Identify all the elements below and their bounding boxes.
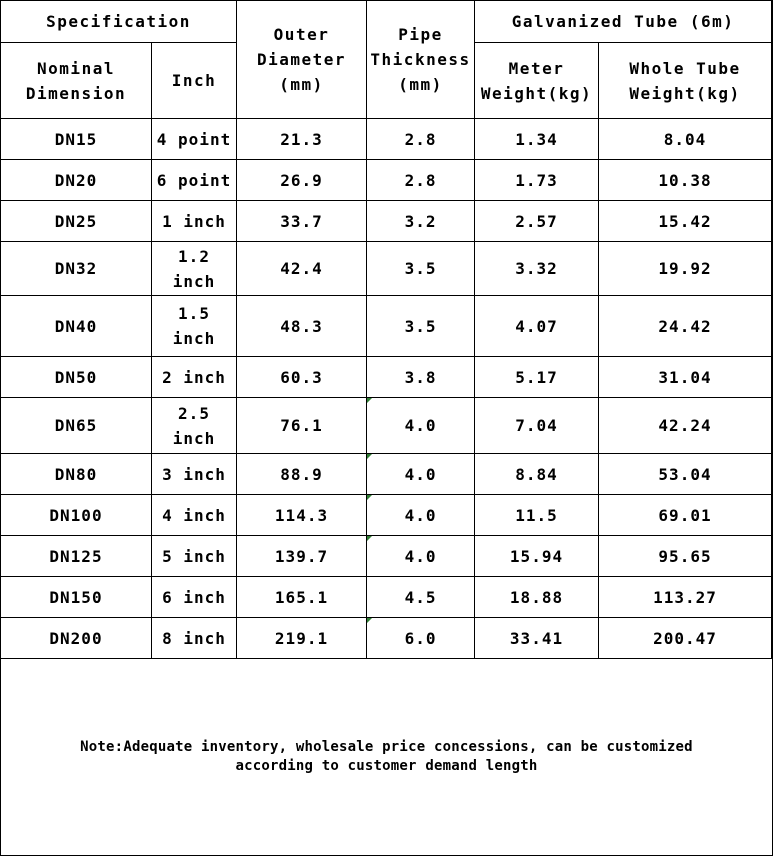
whole-tube-weight-value: 24.42 (658, 316, 712, 336)
table-row (1, 577, 772, 618)
meter-weight-value: 3.32 (515, 259, 558, 278)
nominal-dimension-value: DN200 (49, 628, 103, 648)
nominal-dimension-cell (1, 296, 152, 357)
outer-diameter-label-line2: Diameter (256, 50, 347, 69)
table-row (1, 357, 772, 398)
inch-cell (152, 357, 237, 398)
pipe-thickness-value: 4.0 (404, 416, 437, 435)
whole-tube-weight-value: 200.47 (653, 628, 717, 648)
meter-weight-cell (475, 454, 599, 495)
inch-cell (152, 495, 237, 536)
nominal-dimension-cell (1, 201, 152, 242)
meter-weight-cell (475, 618, 599, 659)
cell-corner-marker (367, 536, 372, 541)
table-row (1, 201, 772, 242)
outer-diameter-value: 165.1 (274, 587, 329, 607)
outer-diameter-cell (237, 618, 367, 659)
pipe-thickness-label-line1: Pipe (398, 25, 443, 44)
inch-cell (152, 242, 237, 296)
whole-tube-weight-value: 42.24 (658, 416, 712, 435)
outer-diameter-value: 21.3 (280, 129, 323, 149)
nominal-dimension-cell (1, 119, 152, 160)
outer-diameter-unit: (mm) (279, 75, 324, 94)
meter-weight-cell (475, 119, 599, 160)
outer-diameter-cell (237, 296, 367, 357)
pipe-thickness-value: 2.8 (404, 170, 437, 190)
table-row (1, 454, 772, 495)
meter-weight-value: 2.57 (515, 211, 558, 231)
outer-diameter-value: 33.7 (280, 211, 323, 231)
outer-diameter-value: 42.4 (280, 259, 323, 278)
meter-weight-value: 7.04 (515, 416, 558, 435)
whole-tube-weight-cell (599, 577, 772, 618)
pipe-thickness-header (367, 1, 475, 119)
nominal-dimension-value: DN15 (54, 129, 98, 149)
cell-corner-marker (367, 618, 372, 623)
outer-diameter-cell (237, 577, 367, 618)
inch-cell (152, 454, 237, 495)
note-line-1: Note:Adequate inventory, wholesale price concessions, can be customized (80, 739, 693, 755)
pipe-thickness-value: 3.2 (404, 211, 437, 231)
note-text (1, 738, 772, 776)
meter-weight-value: 33.41 (509, 628, 564, 648)
nominal-dimension-cell (1, 618, 152, 659)
nominal-dimension-value: DN65 (54, 416, 98, 435)
outer-diameter-header (237, 1, 367, 119)
whole-tube-weight-value: 19.92 (658, 259, 712, 278)
whole-tube-weight-cell (599, 618, 772, 659)
nominal-dimension-header (1, 43, 152, 119)
nominal-dimension-value: DN125 (49, 546, 103, 566)
cell-corner-marker (367, 398, 372, 403)
pipe-thickness-cell (367, 495, 475, 536)
pipe-thickness-value: 3.8 (404, 367, 437, 387)
whole-tube-weight-cell (599, 201, 772, 242)
whole-tube-weight-value: 31.04 (658, 367, 712, 387)
whole-tube-weight-cell (599, 398, 772, 454)
pipe-thickness-cell (367, 160, 475, 201)
table-row (1, 160, 772, 201)
inch-value: 1 inch (162, 211, 226, 231)
pipe-thickness-unit: (mm) (398, 75, 443, 94)
nominal-dimension-cell (1, 357, 152, 398)
outer-diameter-cell (237, 536, 367, 577)
specification-header (1, 1, 237, 43)
outer-diameter-cell (237, 454, 367, 495)
meter-weight-cell (475, 577, 599, 618)
outer-diameter-value: 76.1 (280, 416, 323, 435)
pipe-thickness-value: 4.0 (404, 505, 437, 525)
inch-value: inch (172, 329, 216, 348)
pipe-thickness-cell (367, 536, 475, 577)
inch-cell (152, 160, 237, 201)
pipe-thickness-value: 6.0 (404, 628, 437, 648)
inch-value: 3 inch (162, 464, 226, 484)
table-row (1, 495, 772, 536)
outer-diameter-value: 88.9 (280, 464, 323, 484)
nominal-dimension-cell (1, 160, 152, 201)
nominal-dimension-value: DN50 (54, 367, 98, 387)
pipe-thickness-value: 3.5 (404, 259, 437, 278)
table-row (1, 296, 772, 357)
pipe-thickness-cell (367, 357, 475, 398)
outer-diameter-value: 60.3 (280, 367, 323, 387)
inch-value: 6 point (156, 170, 232, 190)
pipe-thickness-value: 3.5 (404, 316, 437, 336)
table-row (1, 536, 772, 577)
pipe-thickness-value: 4.5 (404, 587, 437, 607)
meter-weight-value: 8.84 (515, 464, 558, 484)
note-area (1, 658, 772, 855)
inch-value: 4 inch (162, 505, 226, 525)
whole-tube-weight-cell (599, 495, 772, 536)
nominal-dimension-cell (1, 454, 152, 495)
pipe-thickness-cell (367, 119, 475, 160)
meter-weight-value: 15.94 (509, 546, 564, 566)
meter-weight-cell (475, 495, 599, 536)
meter-weight-value: 18.88 (509, 587, 564, 607)
nominal-dimension-cell (1, 242, 152, 296)
inch-value: 1.2 (178, 246, 210, 266)
meter-weight-cell (475, 536, 599, 577)
nominal-dimension-cell (1, 536, 152, 577)
pipe-thickness-cell (367, 454, 475, 495)
inch-value: 6 inch (162, 587, 226, 607)
meter-weight-value: 11.5 (515, 505, 558, 525)
galvanized-tube-header (475, 1, 772, 43)
outer-diameter-value: 48.3 (280, 316, 323, 336)
outer-diameter-cell (237, 201, 367, 242)
inch-cell (152, 536, 237, 577)
meter-weight-cell (475, 296, 599, 357)
nominal-dimension-value: DN20 (54, 170, 98, 190)
pipe-thickness-value: 4.0 (404, 464, 437, 484)
specification-label: Specification (46, 12, 191, 31)
outer-diameter-cell (237, 119, 367, 160)
outer-diameter-cell (237, 242, 367, 296)
outer-diameter-cell (237, 160, 367, 201)
inch-value: inch (172, 271, 216, 291)
inch-header (152, 43, 237, 119)
nominal-dimension-value: DN32 (54, 259, 98, 278)
inch-cell (152, 296, 237, 357)
table-row (1, 398, 772, 454)
meter-weight-value: 5.17 (515, 367, 558, 387)
cell-corner-marker (367, 495, 372, 500)
outer-diameter-value: 114.3 (274, 505, 329, 525)
nominal-dimension-value: DN150 (49, 587, 103, 607)
meter-weight-header (475, 43, 599, 119)
meter-weight-value: 4.07 (515, 316, 558, 336)
inch-value: 5 inch (162, 546, 226, 566)
whole-tube-weight-cell (599, 160, 772, 201)
nominal-dimension-label-line1: Nominal (37, 58, 115, 78)
whole-tube-weight-cell (599, 296, 772, 357)
meter-weight-cell (475, 357, 599, 398)
whole-tube-weight-cell (599, 536, 772, 577)
nominal-dimension-value: DN80 (54, 464, 98, 484)
note-line-2: according to customer demand length (235, 758, 538, 774)
meter-weight-cell (475, 242, 599, 296)
whole-tube-weight-cell (599, 119, 772, 160)
whole-tube-weight-label-line1: Whole Tube (629, 58, 741, 78)
inch-cell (152, 119, 237, 160)
outer-diameter-value: 139.7 (274, 546, 329, 566)
nominal-dimension-value: DN40 (54, 316, 98, 336)
table-row (1, 242, 772, 296)
pipe-thickness-value: 4.0 (404, 546, 437, 566)
table-row (1, 618, 772, 659)
pipe-thickness-cell (367, 201, 475, 242)
pipe-thickness-cell (367, 398, 475, 454)
nominal-dimension-label-line2: Dimension (25, 83, 127, 103)
meter-weight-value: 1.34 (515, 129, 558, 149)
nominal-dimension-cell (1, 577, 152, 618)
whole-tube-weight-value: 53.04 (658, 464, 712, 484)
inch-label: Inch (171, 71, 217, 90)
pipe-thickness-cell (367, 242, 475, 296)
whole-tube-weight-cell (599, 242, 772, 296)
inch-value: 1.5 (178, 304, 210, 323)
outer-diameter-cell (237, 357, 367, 398)
inch-value: 4 point (156, 129, 232, 149)
outer-diameter-cell (237, 398, 367, 454)
meter-weight-cell (475, 160, 599, 201)
whole-tube-weight-label-line2: Weight(kg) (629, 83, 741, 103)
cell-corner-marker (367, 454, 372, 459)
nominal-dimension-cell (1, 495, 152, 536)
whole-tube-weight-header (599, 43, 772, 119)
inch-cell (152, 398, 237, 454)
whole-tube-weight-cell (599, 454, 772, 495)
galvanized-tube-label: Galvanized Tube (6m) (511, 12, 735, 31)
pipe-thickness-cell (367, 577, 475, 618)
nominal-dimension-value: DN100 (49, 505, 103, 525)
inch-value: 2 inch (162, 367, 226, 387)
outer-diameter-label-line1: Outer (273, 25, 330, 44)
meter-weight-label-line2: Weight(kg) (480, 83, 593, 103)
inch-cell (152, 618, 237, 659)
whole-tube-weight-value: 113.27 (653, 587, 717, 607)
meter-weight-cell (475, 398, 599, 454)
inch-value: 8 inch (162, 628, 226, 648)
inch-cell (152, 201, 237, 242)
whole-tube-weight-value: 69.01 (658, 505, 712, 525)
pipe-thickness-cell (367, 296, 475, 357)
inch-value: inch (172, 428, 216, 448)
outer-diameter-value: 219.1 (274, 628, 329, 648)
header-row-1 (1, 1, 772, 43)
outer-diameter-cell (237, 495, 367, 536)
inch-value: 2.5 (178, 403, 210, 423)
whole-tube-weight-cell (599, 357, 772, 398)
pipe-thickness-cell (367, 618, 475, 659)
whole-tube-weight-value: 8.04 (663, 129, 707, 149)
meter-weight-cell (475, 201, 599, 242)
whole-tube-weight-value: 10.38 (658, 170, 712, 190)
meter-weight-value: 1.73 (515, 170, 558, 190)
meter-weight-label-line1: Meter (508, 58, 565, 78)
outer-diameter-value: 26.9 (280, 170, 323, 190)
nominal-dimension-cell (1, 398, 152, 454)
whole-tube-weight-value: 15.42 (658, 211, 712, 231)
nominal-dimension-value: DN25 (54, 211, 98, 231)
table-row (1, 119, 772, 160)
pipe-thickness-label-line2: Thickness (370, 50, 471, 69)
whole-tube-weight-value: 95.65 (658, 546, 712, 566)
pipe-thickness-value: 2.8 (404, 129, 437, 149)
inch-cell (152, 577, 237, 618)
